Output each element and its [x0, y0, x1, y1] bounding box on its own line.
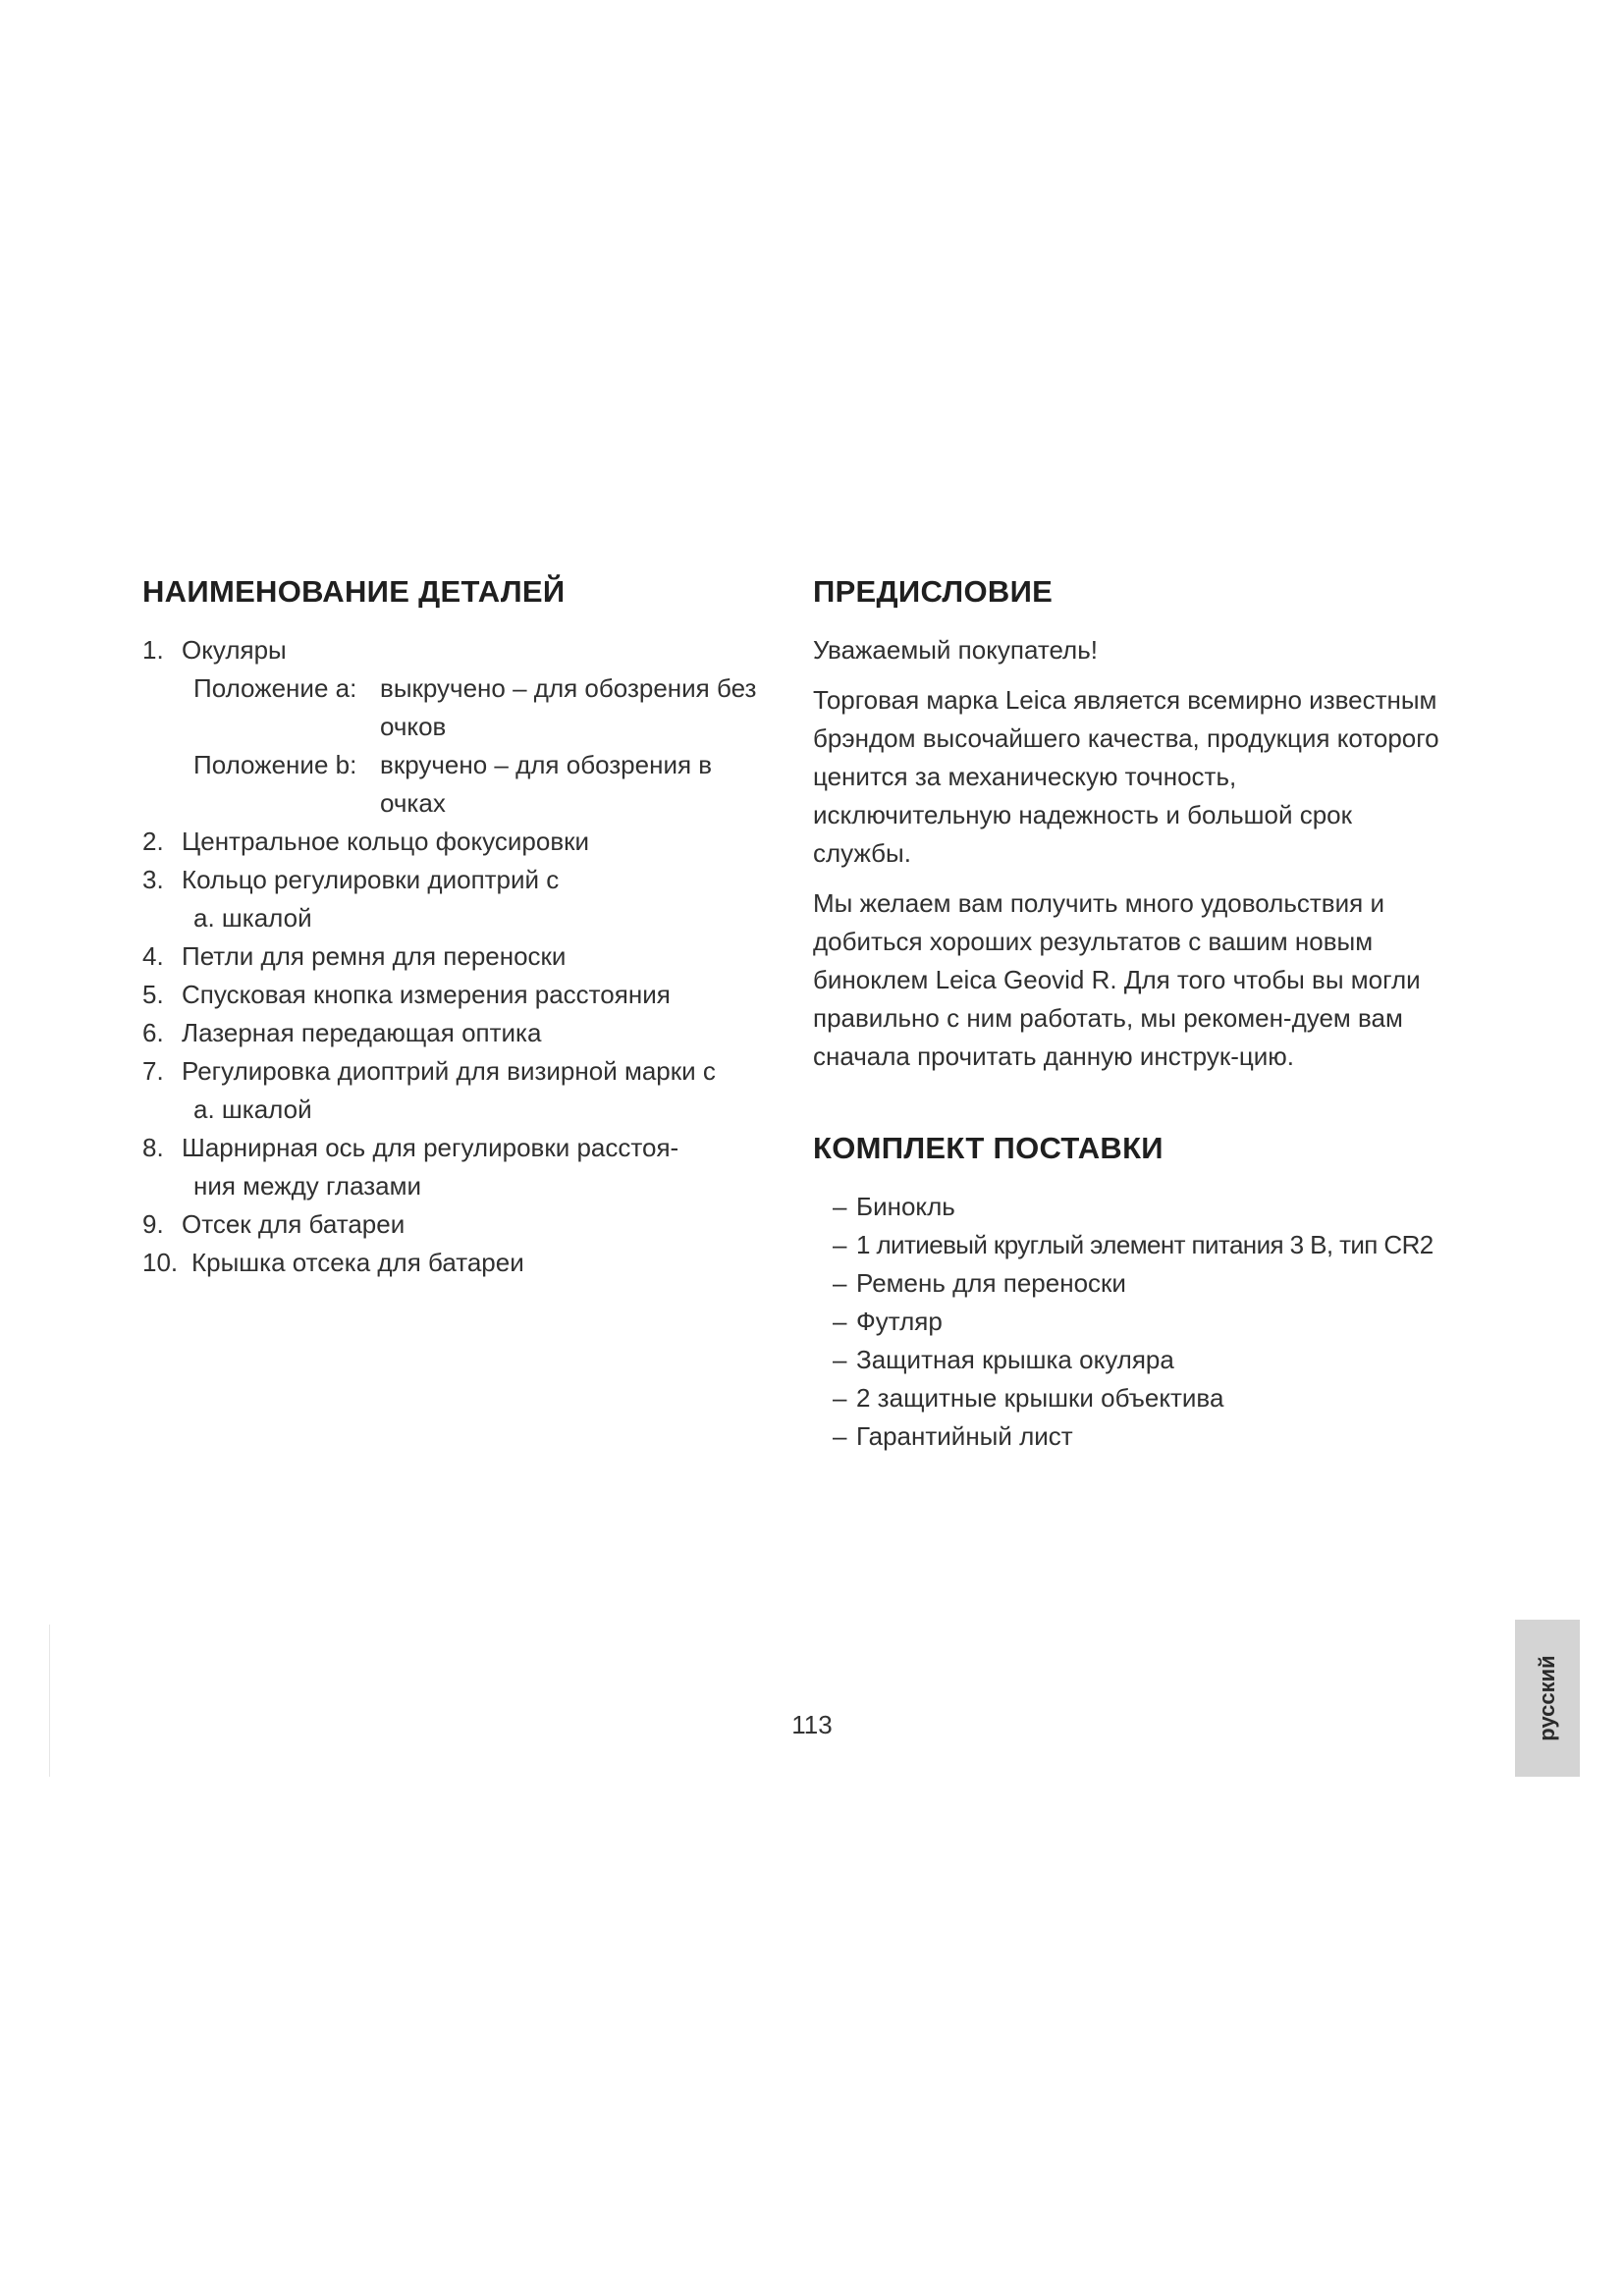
item-number: 10. — [142, 1248, 179, 1277]
kit-item — [833, 1226, 1441, 1264]
item-number: 5. — [142, 980, 164, 1009]
foreword-paragraph-1: Торговая марка Leica является всемирно известным брэндом высочайшего качества, продукция которого ценится за механическую точность, исключительную надежность и большой срок службы. — [813, 685, 1439, 868]
item-text: Лазерная передающая оптика — [182, 1018, 542, 1047]
dash-icon: – — [833, 1421, 847, 1451]
dash-icon: – — [833, 1307, 847, 1336]
position-a-row — [182, 669, 761, 746]
item-text: Кольцо регулировки диоптрий с — [182, 865, 560, 894]
kit-item — [833, 1379, 1441, 1417]
item-number: 4. — [142, 941, 164, 971]
item-text: Шарнирная ось для регулировки расстоя- — [182, 1133, 679, 1162]
dash-icon: – — [833, 1383, 847, 1413]
item-text: Петли для ремня для переноски — [182, 941, 567, 971]
item-number: 8. — [142, 1133, 164, 1162]
parts-section-title: НАИМЕНОВАНИЕ ДЕТАЛЕЙ — [142, 574, 566, 609]
kit-item-text: Ремень для переноски — [856, 1268, 1126, 1298]
item-number: 6. — [142, 1018, 164, 1047]
position-b-label: Положение b: — [193, 750, 357, 779]
dash-icon: – — [833, 1230, 846, 1259]
foreword-title: ПРЕДИСЛОВИЕ — [813, 574, 1054, 609]
position-a-label: Положение a: — [193, 673, 357, 703]
item-text-continuation: а. шкалой — [193, 1095, 312, 1124]
item-text-continuation: ния между глазами — [193, 1171, 422, 1201]
kit-item — [833, 1341, 1441, 1379]
kit-item-text: 1 литиевый круглый элемент питания 3 В, тип CR2 — [856, 1230, 1434, 1259]
kit-item — [833, 1264, 1441, 1303]
parts-item-7 — [142, 1052, 761, 1129]
item-number: 2. — [142, 827, 164, 856]
kit-list — [813, 1188, 1441, 1456]
kit-item-text: Гарантийный лист — [856, 1421, 1073, 1451]
foreword-paragraph-2: Мы желаем вам получить много удовольствия и добиться хороших результатов с вашим новым биноклем Leica Geovid R. Для того чтобы вы могли правильно с ним работать, мы рекомен-дуем вам сначала прочитать данную инструк-цию. — [813, 888, 1421, 1071]
position-a-text: выкручено – для обозрения без очков — [380, 673, 757, 741]
foreword-section — [813, 574, 1441, 1456]
dash-icon: – — [833, 1192, 847, 1221]
parts-item-8 — [142, 1129, 761, 1205]
kit-item-text: Защитная крышка окуляра — [856, 1345, 1174, 1374]
item-text: Отсек для батареи — [182, 1209, 406, 1239]
item-number: 3. — [142, 865, 164, 894]
language-tab-label: русский — [1535, 1655, 1559, 1741]
page-number: 113 — [791, 1710, 833, 1739]
parts-item-10 — [142, 1244, 761, 1282]
item-number: 9. — [142, 1209, 164, 1239]
position-b-text: вкручено – для обозрения в очках — [380, 750, 713, 818]
page-edge-line — [49, 1625, 50, 1777]
parts-item-6 — [142, 1014, 761, 1052]
parts-list — [142, 631, 761, 1282]
parts-item-2 — [142, 823, 761, 861]
greeting-text: Уважаемый покупатель! — [813, 635, 1098, 665]
item-text: Окуляры — [182, 635, 287, 665]
item-text: Спусковая кнопка измерения расстояния — [182, 980, 671, 1009]
item-text: Центральное кольцо фокусировки — [182, 827, 590, 856]
parts-item-9 — [142, 1205, 761, 1244]
item-text-continuation: а. шкалой — [193, 903, 312, 933]
item-text: Крышка отсека для батареи — [191, 1248, 524, 1277]
kit-item-text: Бинокль — [856, 1192, 955, 1221]
position-b-row — [182, 746, 761, 823]
kit-item — [833, 1188, 1441, 1226]
language-tab — [1515, 1620, 1580, 1777]
parts-section — [142, 574, 761, 1282]
item-number: 1. — [142, 635, 164, 665]
item-number: 7. — [142, 1056, 164, 1086]
item-text: Регулировка диоптрий для визирной марки с — [182, 1056, 716, 1086]
kit-item-text: 2 защитные крышки объектива — [856, 1383, 1224, 1413]
kit-title: КОМПЛЕКТ ПОСТАВКИ — [813, 1131, 1164, 1165]
parts-item-5 — [142, 976, 761, 1014]
parts-item-4 — [142, 937, 761, 976]
parts-item-3 — [142, 861, 761, 937]
dash-icon: – — [833, 1268, 847, 1298]
kit-item — [833, 1303, 1441, 1341]
parts-item-1 — [142, 631, 761, 823]
dash-icon: – — [833, 1345, 847, 1374]
kit-item — [833, 1417, 1441, 1456]
kit-item-text: Футляр — [856, 1307, 943, 1336]
